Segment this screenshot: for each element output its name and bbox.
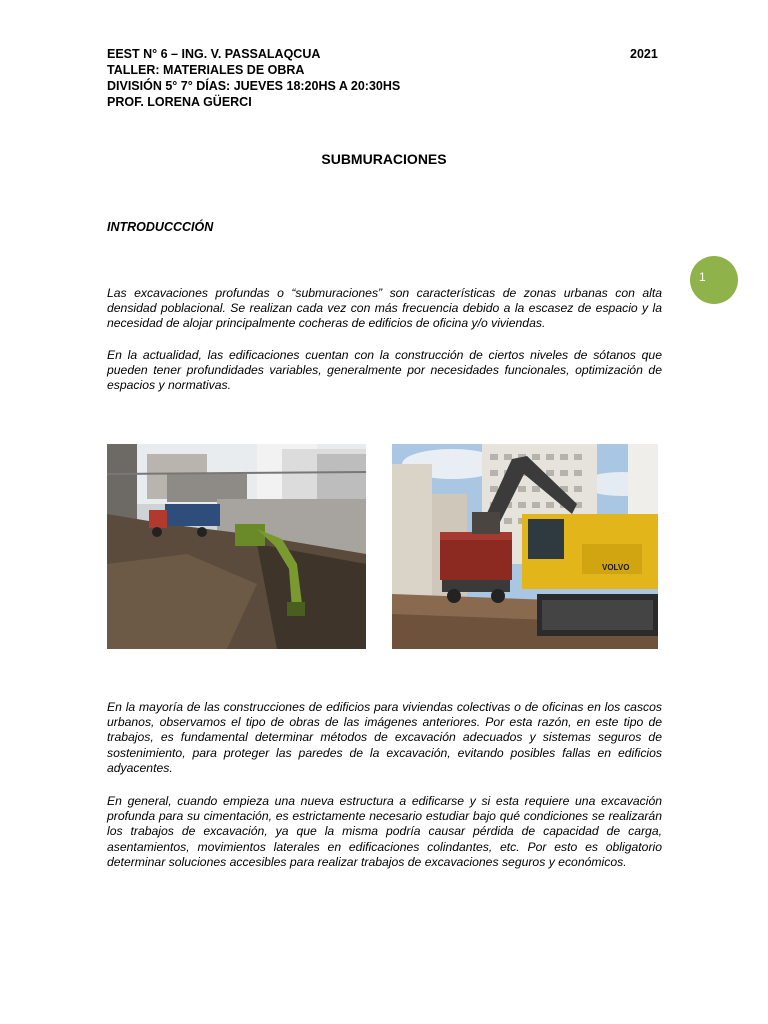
division-schedule: DIVISIÓN 5° 7° DÍAS: JUEVES 18:20HS A 20:30HS [107,79,401,93]
paragraph-body-1: En la mayoría de las construcciones de edificios para viviendas colectivas o de oficinas en los cascos urbanos, observamos el tipo de obras de las imágenes anteriores. Por esta razón, en este tipo de trabajos, es fundamental determinar métodos de excavación adecuados y sistemas seguros de sostenimiento, para proteger las paredes de la excavación, evitando posibles fallas en edificios adyacentes. [107,700,662,775]
excavator-brand: VOLVO [602,563,630,572]
school-name: EEST N° 6 – ING. V. PASSALAQCUA [107,47,321,61]
paragraph-body-2: En general, cuando empieza una nueva estructura a edificarse y si esta requiere una excavación profunda para su cimentación, es estrictamente necesario estudiar bajo qué condiciones se realizarán los trabajos de excavación, ya que la misma podría causar pérdida de capacidad de carga, asentamientos, movimientos laterales en edificaciones colindantes, etc. Por esto es obligatorio determinar soluciones accesibles para realizar trabajos de excavaciones seguros y económicos. [107,794,662,869]
paragraph-intro-2: En la actualidad, las edificaciones cuentan con la construcción de ciertos niveles de sótanos que pueden tener profundidades variables, generalmente por necesidades funcionales, optimización de espacios y normativas. [107,348,662,393]
page-number-badge [690,256,738,304]
workshop-name: TALLER: MATERIALES DE OBRA [107,63,305,77]
document-header [107,46,400,110]
excavation-photo-right [392,444,658,649]
paragraph-intro-1: Las excavaciones profundas o “submuraciones” son características de zonas urbanas con alta densidad poblacional. Se realizan cada vez con más frecuencia debido a la escasez de espacio y la necesidad de alojar principalmente cocheras de edificios de oficina y/o viviendas. [107,286,662,331]
excavation-photo-left [107,444,366,649]
document-title: SUBMURACIONES [321,151,447,167]
section-heading: INTRODUCCCIÓN [107,220,214,234]
teacher-name: PROF. LORENA GÜERCI [107,95,252,109]
header-year: 2021 [630,47,658,61]
page-number: 1 [699,270,706,284]
